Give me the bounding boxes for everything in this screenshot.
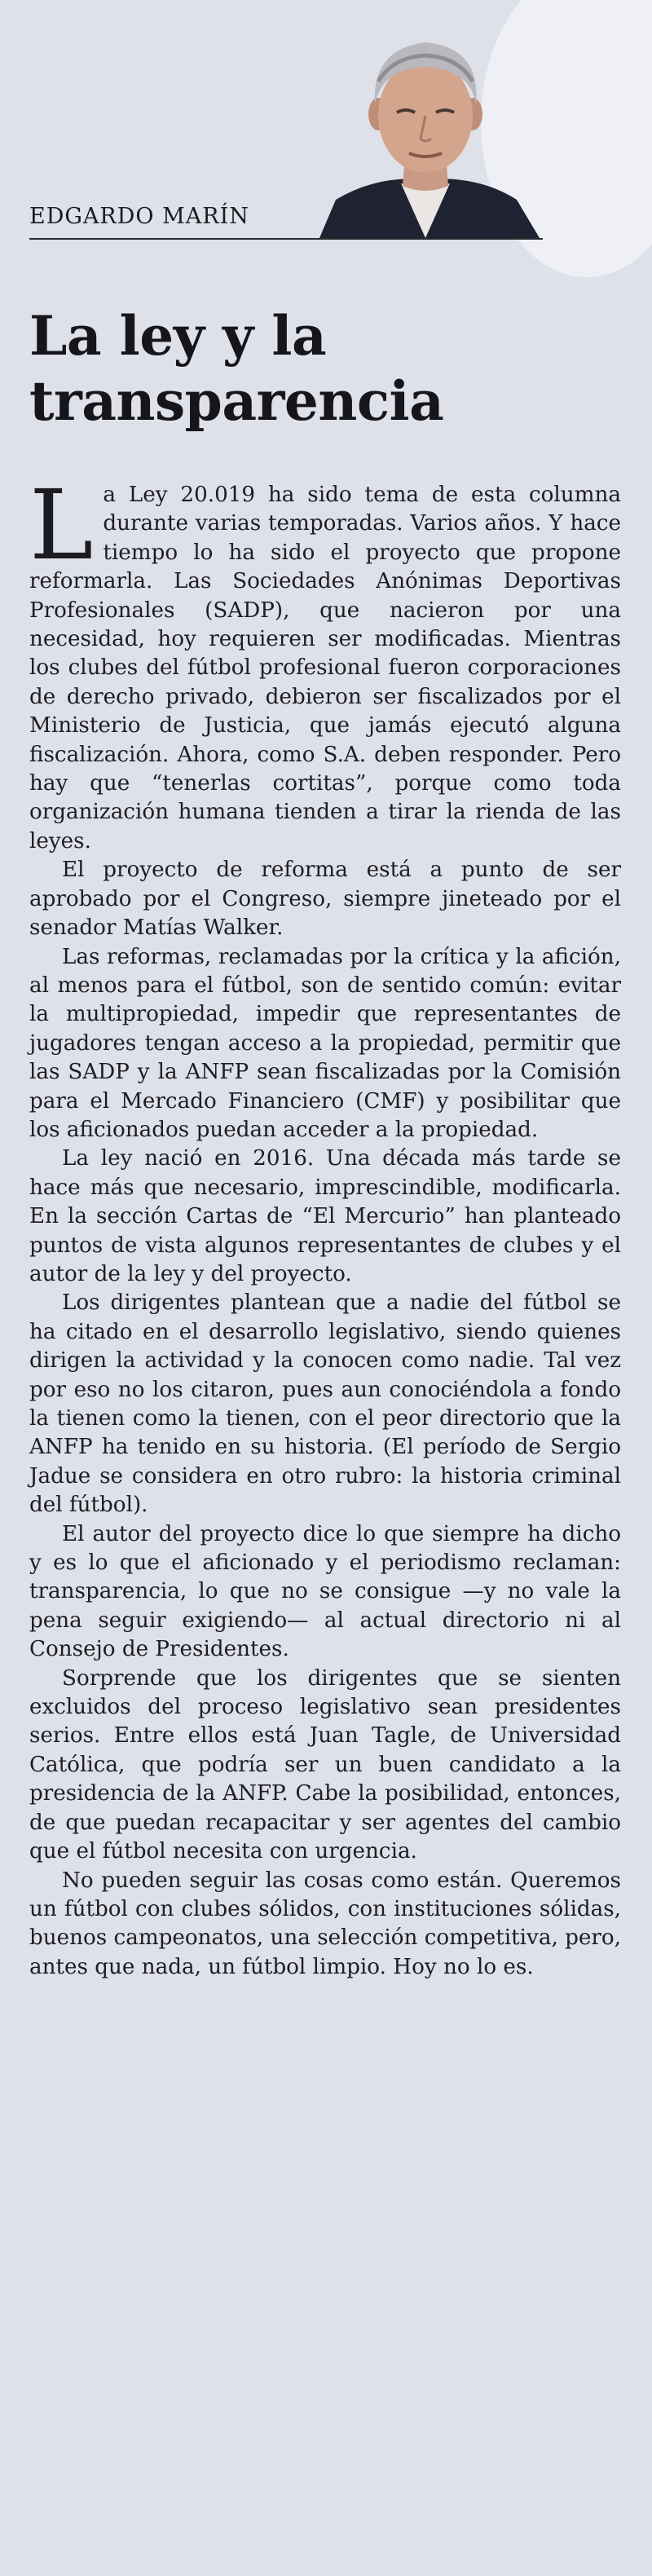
drop-cap: L (29, 469, 94, 581)
paragraph-5: Los dirigentes plantean que a nadie del fútbol se ha citado en el desarrollo legislativo, siendo quienes dirigen la actividad y la conocen como nadie. Tal vez por eso no los citaron, pues aun conociéndola a fondo la tienen como la tienen, con el peor directorio que la ANFP ha tenido en su historia. (El período de Sergio Jadue se considera en otro rubro: la historia criminal del fútbol). (29, 1290, 621, 1518)
paragraph-2: El proyecto de reforma está a punto de ser aprobado por el Congreso, siempre jineteado por el senador Matías Walker. (29, 858, 621, 941)
author-divider (29, 238, 543, 240)
paragraph-8: No pueden seguir las cosas como están. Queremos un fútbol con clubes sólidos, con instituciones sólidas, buenos campeonatos, una selección competitiva, pero, antes que nada, un fútbol limpio. Hoy no lo es. (29, 1868, 621, 1979)
article-body (29, 469, 621, 1982)
paragraph-3: Las reformas, reclamadas por la crítica y la afición, al menos para el fútbol, son de sentido común: evitar la multipropiedad, impedir que representantes de jugadores tengan acceso a la propiedad, permitir que las SADP y la ANFP sean fiscalizadas por la Comisión para el Mercado Financiero (CMF) y posibilitar que los aficionados puedan acceder a la propiedad. (29, 944, 621, 1142)
paragraph-1-text: a Ley 20.019 ha sido tema de esta columna durante varias temporadas. Varios años. Y hace tiempo lo ha sido el proyecto que propone reformarla. Las Sociedades Anónimas Deportivas Profesionales (SADP), que nacieron por una necesidad, hoy requieren ser modificadas. Mientras los clubes del fútbol profesional fueron corporaciones de derecho privado, debieron ser fiscalizados por el Ministerio de Justicia, que jamás ejecutó alguna fiscalización. Ahora, como S.A. deben responder. Pero hay que “tenerlas cortitas”, porque como toda organización humana tienden a tirar la rienda de las leyes. (29, 483, 621, 854)
headline: La ley y la transparencia (29, 304, 444, 433)
column-header (0, 0, 652, 245)
paragraph-7: Sorprende que los dirigentes que se sienten excluidos del proceso legislativo sean presidentes serios. Entre ellos está Juan Tagle, de Universidad Católica, que podría ser un buen candidato a la presidencia de la ANFP. Cabe la posibilidad, entonces, de que puedan recapacitar y ser agentes del cambio que el fútbol necesita con urgencia. (29, 1665, 621, 1864)
paragraph-4: La ley nació en 2016. Una década más tarde se hace más que necesario, imprescindible, modificarla. En la sección Cartas de “El Mercurio” han planteado puntos de vista algunos representantes de clubes y el autor de la ley y del proyecto. (29, 1146, 621, 1286)
author-portrait (303, 24, 548, 238)
paragraph-1 (29, 469, 621, 856)
author-name: EDGARDO MARÍN (29, 204, 249, 229)
paragraph-6: El autor del proyecto dice lo que siempre ha dicho y es lo que el aficionado y el periodismo reclaman: transparencia, lo que no se consigue —y no vale la pena seguir exigiendo— al actual directorio ni al Consejo de Presidentes. (29, 1521, 621, 1662)
